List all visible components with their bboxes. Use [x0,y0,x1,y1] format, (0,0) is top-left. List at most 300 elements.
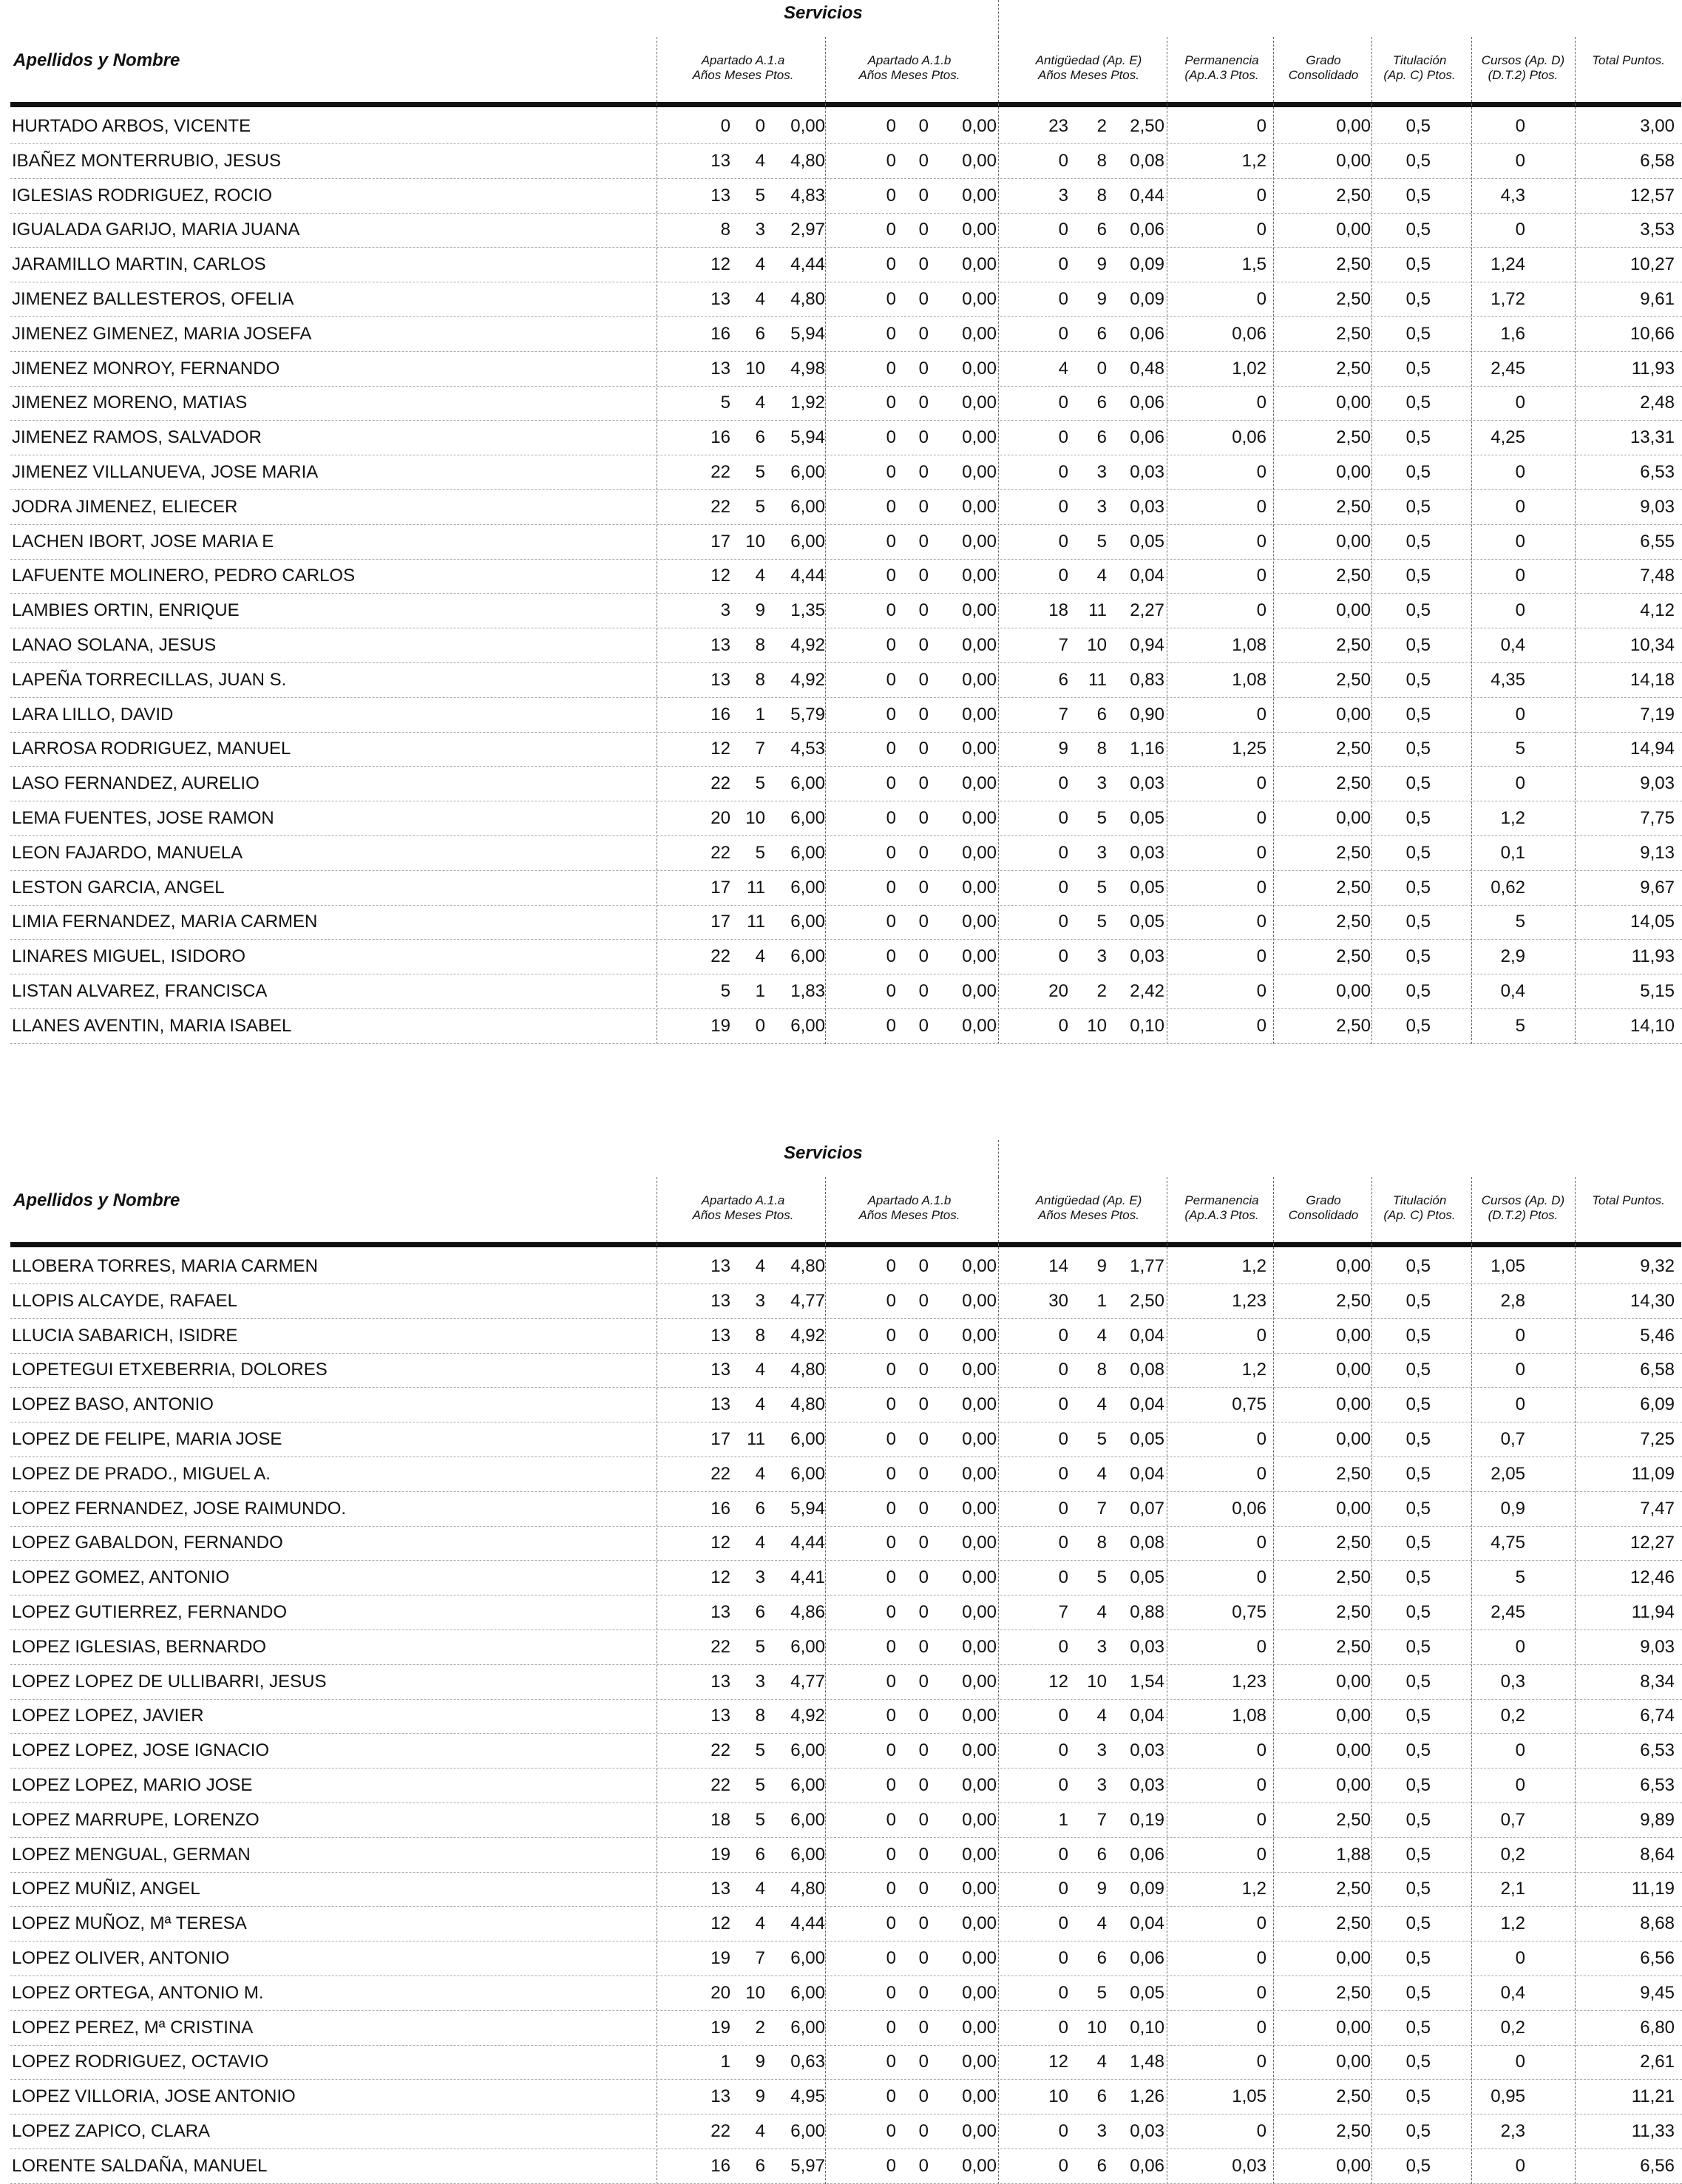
antig-anos-cell: 0 [1058,2121,1068,2141]
antig-meses-cell: 11 [1088,600,1107,621]
permanencia-cell: 1,08 [1232,1706,1266,1726]
cursos-cell: 0 [1515,1636,1525,1657]
a1b-meses-cell: 0 [918,669,929,690]
a1b-anos-cell: 0 [886,531,896,552]
a1a-ptos-cell: 4,80 [790,1879,825,1899]
a1a-anos-cell: 13 [711,358,730,379]
employee-name: LOPEZ RODRIGUEZ, OCTAVIO [12,2052,269,2072]
a1a-ptos-cell: 5,94 [790,323,825,344]
a1a-meses-cell: 10 [745,808,765,828]
a1b-anos-cell: 0 [886,1948,896,1968]
antig-anos-cell: 20 [1048,981,1068,1001]
a1a-anos-cell: 12 [711,566,730,586]
grado-cell: 2,50 [1336,877,1371,898]
antig-meses-cell: 6 [1096,1948,1107,1968]
antig-anos-cell: 0 [1058,1706,1068,1726]
a1a-meses-cell: 0 [755,116,765,136]
a1b-meses-cell: 0 [918,1844,929,1865]
a1a-ptos-cell: 4,80 [790,1394,825,1415]
permanencia-cell: 0 [1256,704,1266,725]
servicios-heading: Servicios [784,3,863,23]
cursos-cell: 0 [1515,1775,1525,1795]
a1b-anos-cell: 0 [886,912,896,932]
grado-cell: 0,00 [1336,1948,1371,1968]
a1a-meses-cell: 4 [755,1463,765,1484]
table-row [0,1872,1682,1907]
employee-name: JIMENEZ MORENO, MATIAS [12,393,248,413]
a1a-meses-cell: 6 [755,1498,765,1519]
a1a-ptos-cell: 4,44 [790,1913,825,1934]
cursos-cell: 0,9 [1500,1498,1525,1519]
antig-meses-cell: 3 [1096,462,1107,482]
grado-cell: 2,50 [1336,2121,1371,2141]
a1a-ptos-cell: 4,92 [790,1325,825,1346]
total-cell: 9,45 [1640,1982,1675,2003]
titulacion-cell: 0,5 [1405,877,1431,898]
a1a-meses-cell: 6 [755,323,765,344]
titulacion-cell: 0,5 [1405,1533,1431,1553]
a1a-meses-cell: 3 [755,1290,765,1311]
a1b-anos-cell: 0 [886,427,896,448]
antig-anos-cell: 0 [1058,808,1068,828]
a1a-ptos-cell: 4,80 [790,1256,825,1276]
grado-cell: 2,50 [1336,635,1371,655]
cursos-cell: 0 [1515,1360,1525,1380]
permanencia-cell: 0 [1256,808,1266,828]
antig-ptos-cell: 0,06 [1130,1948,1164,1968]
a1b-meses-cell: 0 [918,1498,929,1519]
a1a-anos-cell: 22 [711,842,730,863]
cursos-cell: 1,6 [1500,323,1525,344]
titulacion-cell: 0,5 [1405,1463,1431,1484]
table-row [0,248,1682,282]
a1b-meses-cell: 0 [918,912,929,932]
a1a-meses-cell: 8 [755,1706,765,1726]
cursos-cell: 2,45 [1491,1602,1525,1622]
total-column-header: Total Puntos. [1592,1193,1665,1207]
total-cell: 14,30 [1630,1290,1675,1311]
employee-name: LOPEZ MUÑOZ, Mª TERESA [12,1913,247,1934]
cursos-cell: 0 [1515,1325,1525,1346]
a1a-ptos-cell: 6,00 [790,946,825,967]
titulacion-cell: 0,5 [1405,462,1431,482]
a1b-meses-cell: 0 [918,739,929,759]
antig-anos-cell: 14 [1048,1256,1068,1276]
a1b-ptos-cell: 0,00 [962,462,997,482]
titulacion-cell: 0,5 [1405,1879,1431,1899]
employee-name: JARAMILLO MARTIN, CARLOS [12,254,266,275]
antig-meses-cell: 6 [1096,323,1107,344]
total-cell: 13,31 [1630,427,1675,448]
grado-cell: 1,88 [1336,1844,1371,1865]
employee-name: LISTAN ALVAREZ, FRANCISCA [12,981,268,1001]
a1a-anos-cell: 12 [711,739,730,759]
cursos-cell: 0 [1515,2155,1525,2176]
a1a-meses-cell: 8 [755,1325,765,1346]
permanencia-cell: 0 [1256,842,1266,863]
antig-anos-cell: 12 [1048,2052,1068,2072]
a1b-anos-cell: 0 [886,1636,896,1657]
a1b-ptos-cell: 0,00 [962,1602,997,1622]
a1a-anos-cell: 16 [711,1498,730,1519]
a1b-meses-cell: 0 [918,185,929,206]
a1a-meses-cell: 4 [755,946,765,967]
employee-name: LOPEZ ZAPICO, CLARA [12,2121,211,2141]
a1a-anos-cell: 19 [711,1015,730,1036]
a1a-meses-cell: 3 [755,220,765,240]
total-cell: 11,19 [1631,1879,1675,1899]
a1a-meses-cell: 1 [755,704,765,725]
antig-ptos-cell: 0,03 [1130,1775,1164,1795]
cursos-cell: 0 [1515,1394,1525,1415]
a1a-ptos-cell: 6,00 [790,1775,825,1795]
total-cell: 11,33 [1631,2121,1675,2141]
antig-ptos-cell: 0,09 [1130,289,1164,309]
cursos-cell: 1,05 [1491,1256,1525,1276]
a1a-anos-cell: 8 [720,220,730,240]
a1b-ptos-cell: 0,00 [962,2086,997,2107]
titulacion-cell: 0,5 [1405,2017,1431,2038]
total-cell: 5,15 [1640,981,1675,1001]
table-row [0,1009,1682,1044]
antig-anos-cell: 0 [1058,1394,1068,1415]
cursos-cell: 2,45 [1491,358,1525,379]
table-row [0,871,1682,906]
grado-cell: 2,50 [1336,323,1371,344]
permanencia-cell: 0 [1256,1809,1266,1830]
a1b-meses-cell: 0 [918,427,929,448]
antig-ptos-cell: 0,10 [1130,1015,1164,1036]
grado-column-header: Grado Consolidado [1288,53,1359,82]
a1a-meses-cell: 11 [747,912,765,932]
antig-anos-cell: 0 [1058,254,1068,275]
titulacion-cell: 0,5 [1405,496,1431,517]
a1b-anos-cell: 0 [886,1429,896,1449]
grado-cell: 2,50 [1336,1602,1371,1622]
a1b-meses-cell: 0 [918,1394,929,1415]
a1b-ptos-cell: 0,00 [962,358,997,379]
a1a-meses-cell: 5 [755,773,765,794]
a1b-ptos-cell: 0,00 [962,1290,997,1311]
table-row [0,1976,1682,2011]
antig-ptos-cell: 0,05 [1130,912,1164,932]
cursos-cell: 0,4 [1500,981,1525,1001]
grado-cell: 2,50 [1336,669,1371,690]
a1b-anos-cell: 0 [886,1671,896,1692]
antig-meses-cell: 8 [1096,150,1107,171]
antig-meses-cell: 4 [1096,1325,1107,1346]
total-cell: 6,74 [1640,1706,1675,1726]
antig-ptos-cell: 0,03 [1130,1740,1164,1761]
a1a-meses-cell: 3 [755,1567,765,1588]
titulacion-cell: 0,5 [1405,1256,1431,1276]
table-row [0,455,1682,490]
a1a-meses-cell: 10 [745,1982,765,2003]
cursos-cell: 4,75 [1491,1533,1525,1553]
a1a-anos-cell: 20 [711,808,730,828]
antig-ptos-cell: 0,06 [1130,1844,1164,1865]
a1b-anos-cell: 0 [886,1775,896,1795]
titulacion-cell: 0,5 [1405,2086,1431,2107]
antig-anos-cell: 0 [1058,946,1068,967]
a1b-ptos-cell: 0,00 [962,2121,997,2141]
table-row [0,836,1682,871]
a1b-ptos-cell: 0,00 [962,773,997,794]
grado-cell: 0,00 [1336,981,1371,1001]
a1b-anos-cell: 0 [886,1913,896,1934]
table-row [0,179,1682,214]
a1a-meses-cell: 10 [745,358,765,379]
a1b-ptos-cell: 0,00 [962,1360,997,1380]
a1b-meses-cell: 0 [918,981,929,1001]
employee-name: JIMENEZ RAMOS, SALVADOR [12,427,262,448]
a1a-ptos-cell: 6,00 [790,773,825,794]
a1b-ptos-cell: 0,00 [962,877,997,898]
cursos-cell: 1,24 [1491,254,1525,275]
antig-ptos-cell: 0,06 [1130,427,1164,448]
a1b-meses-cell: 0 [918,1256,929,1276]
titulacion-cell: 0,5 [1405,981,1431,1001]
a1a-ptos-cell: 4,44 [790,254,825,275]
grado-cell: 2,50 [1336,946,1371,967]
cursos-cell: 0,4 [1500,1982,1525,2003]
a1b-ptos-cell: 0,00 [962,1394,997,1415]
antig-ptos-cell: 0,88 [1130,1602,1164,1622]
titulacion-cell: 0,5 [1405,1740,1431,1761]
a1b-anos-cell: 0 [886,635,896,655]
cursos-cell: 2,9 [1500,946,1525,967]
employee-name: LLOBERA TORRES, MARIA CARMEN [12,1256,318,1276]
cursos-cell: 0 [1515,496,1525,517]
table-row [0,109,1682,144]
permanencia-cell: 0 [1256,912,1266,932]
total-cell: 6,53 [1640,1775,1675,1795]
employee-name: LINARES MIGUEL, ISIDORO [12,946,246,967]
a1b-column-header: Apartado A.1.b Años Meses Ptos. [858,53,960,82]
a1b-ptos-cell: 0,00 [962,1913,997,1934]
employee-name: HURTADO ARBOS, VICENTE [12,116,251,136]
a1a-anos-cell: 17 [711,1429,730,1449]
a1a-meses-cell: 6 [755,427,765,448]
total-cell: 3,00 [1640,116,1675,136]
table-row [0,2115,1682,2149]
permanencia-cell: 0,06 [1232,427,1266,448]
antig-meses-cell: 9 [1096,1256,1107,1276]
employee-name: LARROSA RODRIGUEZ, MANUEL [12,739,291,759]
perm-column-header: Permanencia (Ap.A.3 Ptos. [1184,1193,1259,1222]
permanencia-cell: 1,08 [1232,635,1266,655]
a1b-anos-cell: 0 [886,2052,896,2072]
cursos-cell: 2,8 [1500,1290,1525,1311]
a1a-anos-cell: 13 [711,185,730,206]
antig-ptos-cell: 0,03 [1130,2121,1164,2141]
a1a-anos-cell: 13 [711,150,730,171]
a1b-anos-cell: 0 [886,2155,896,2176]
antig-meses-cell: 4 [1096,1602,1107,1622]
a1a-ptos-cell: 4,92 [790,669,825,690]
a1a-ptos-cell: 4,80 [790,289,825,309]
a1b-meses-cell: 0 [918,842,929,863]
a1b-anos-cell: 0 [886,1463,896,1484]
a1b-ptos-cell: 0,00 [962,1463,997,1484]
antig-anos-cell: 30 [1048,1290,1068,1311]
cursos-cell: 2,05 [1491,1463,1525,1484]
antig-meses-cell: 3 [1096,2121,1107,2141]
cursos-cell: 4,3 [1500,185,1525,206]
total-cell: 6,56 [1640,1948,1675,1968]
a1a-meses-cell: 11 [747,877,765,898]
table-row [0,1768,1682,1803]
a1b-anos-cell: 0 [886,1256,896,1276]
titulacion-cell: 0,5 [1405,1015,1431,1036]
titulacion-cell: 0,5 [1405,600,1431,621]
a1b-anos-cell: 0 [886,116,896,136]
total-cell: 9,67 [1640,877,1675,898]
titulacion-cell: 0,5 [1405,254,1431,275]
grado-cell: 0,00 [1336,220,1371,240]
antig-anos-cell: 0 [1058,1325,1068,1346]
a1b-meses-cell: 0 [918,2155,929,2176]
antig-anos-cell: 0 [1058,1740,1068,1761]
cursos-cell: 5 [1515,912,1525,932]
antig-ptos-cell: 0,44 [1130,185,1164,206]
grado-cell: 0,00 [1336,1429,1371,1449]
a1b-ptos-cell: 0,00 [962,116,997,136]
a1b-ptos-cell: 0,00 [962,739,997,759]
grado-cell: 2,50 [1336,185,1371,206]
permanencia-cell: 0 [1256,566,1266,586]
a1b-meses-cell: 0 [918,2052,929,2072]
titulacion-cell: 0,5 [1405,2121,1431,2141]
cursos-cell: 0,2 [1500,2017,1525,2038]
table-row [0,317,1682,352]
a1b-ptos-cell: 0,00 [962,842,997,863]
a1b-meses-cell: 0 [918,462,929,482]
table-row [0,905,1682,940]
employee-name: JIMENEZ GIMENEZ, MARIA JOSEFA [12,323,312,344]
total-cell: 9,03 [1640,773,1675,794]
a1b-ptos-cell: 0,00 [962,1636,997,1657]
cursos-cell: 0 [1515,1948,1525,1968]
employee-name: LEON FAJARDO, MANUELA [12,842,243,863]
a1b-ptos-cell: 0,00 [962,912,997,932]
cursos-cell: 0,2 [1500,1844,1525,1865]
antig-anos-cell: 0 [1058,323,1068,344]
antig-anos-cell: 6 [1058,669,1068,690]
table-row [0,801,1682,836]
antig-anos-cell: 0 [1058,1463,1068,1484]
a1b-anos-cell: 0 [886,1602,896,1622]
antig-meses-cell: 8 [1096,1360,1107,1380]
grado-cell: 0,00 [1336,1394,1371,1415]
cursos-cell: 0 [1515,462,1525,482]
a1a-ptos-cell: 6,00 [790,531,825,552]
antig-anos-cell: 7 [1058,1602,1068,1622]
permanencia-cell: 0 [1256,600,1266,621]
a1b-ptos-cell: 0,00 [962,1809,997,1830]
grado-cell: 2,50 [1336,739,1371,759]
titulacion-cell: 0,5 [1405,2155,1431,2176]
antig-meses-cell: 10 [1087,1015,1107,1036]
antig-anos-cell: 0 [1058,2155,1068,2176]
antig-meses-cell: 6 [1096,427,1107,448]
a1b-ptos-cell: 0,00 [962,1740,997,1761]
titulacion-cell: 0,5 [1405,1809,1431,1830]
grado-cell: 2,50 [1336,1290,1371,1311]
a1a-ptos-cell: 6,00 [790,496,825,517]
grado-cell: 2,50 [1336,1879,1371,1899]
cursos-column-header: Cursos (Ap. D) (D.T.2) Ptos. [1481,53,1565,82]
table-row [0,144,1682,179]
a1a-ptos-cell: 6,00 [790,877,825,898]
a1a-column-header: Apartado A.1.a Años Meses Ptos. [692,53,794,82]
a1b-meses-cell: 0 [918,323,929,344]
a1b-meses-cell: 0 [918,773,929,794]
antig-anos-cell: 0 [1058,1360,1068,1380]
a1a-meses-cell: 4 [755,1913,765,1934]
cursos-cell: 0 [1515,1740,1525,1761]
antig-ptos-cell: 0,06 [1130,393,1164,413]
table-row [0,1595,1682,1630]
a1a-meses-cell: 4 [755,1394,765,1415]
cursos-cell: 0 [1515,393,1525,413]
scores-table-page-1 [0,0,1682,1050]
permanencia-cell: 1,5 [1241,254,1266,275]
antig-ptos-cell: 1,77 [1130,1256,1164,1276]
total-cell: 2,48 [1640,393,1675,413]
grado-cell: 0,00 [1336,1256,1371,1276]
employee-name: LESTON GARCIA, ANGEL [12,877,225,898]
antig-ptos-cell: 0,03 [1130,462,1164,482]
a1a-anos-cell: 3 [720,600,730,621]
a1b-meses-cell: 0 [918,635,929,655]
table-row [0,767,1682,801]
grado-cell: 0,00 [1336,1775,1371,1795]
antig-anos-cell: 0 [1058,842,1068,863]
a1b-meses-cell: 0 [918,1740,929,1761]
a1b-anos-cell: 0 [886,254,896,275]
employee-name: LARA LILLO, DAVID [12,704,174,725]
grado-cell: 2,50 [1336,1015,1371,1036]
permanencia-cell: 0,06 [1232,1498,1266,1519]
a1b-meses-cell: 0 [918,1360,929,1380]
antig-meses-cell: 10 [1087,1671,1107,1692]
a1a-meses-cell: 7 [755,739,765,759]
employee-name: LOPEZ GUTIERREZ, FERNANDO [12,1602,288,1622]
antig-meses-cell: 3 [1096,946,1107,967]
a1b-ptos-cell: 0,00 [962,2017,997,2038]
a1a-ptos-cell: 5,97 [790,2155,825,2176]
antig-meses-cell: 8 [1096,739,1107,759]
titulacion-cell: 0,5 [1405,323,1431,344]
a1a-ptos-cell: 4,80 [790,1360,825,1380]
a1a-anos-cell: 13 [711,2086,730,2107]
total-cell: 12,57 [1630,185,1675,206]
a1b-anos-cell: 0 [886,877,896,898]
grado-cell: 0,00 [1336,2017,1371,2038]
cursos-cell: 2,1 [1500,1879,1525,1899]
a1b-meses-cell: 0 [918,1948,929,1968]
employee-name: LOPEZ LOPEZ, JOSE IGNACIO [12,1740,270,1761]
cursos-cell: 0 [1515,600,1525,621]
a1a-anos-cell: 16 [711,427,730,448]
permanencia-cell: 0 [1256,1325,1266,1346]
a1b-meses-cell: 0 [918,877,929,898]
a1a-anos-cell: 22 [711,773,730,794]
a1a-ptos-cell: 0,63 [790,2052,825,2072]
antig-anos-cell: 0 [1058,1015,1068,1036]
employee-name: LORENTE SALDAÑA, MANUEL [12,2155,268,2176]
